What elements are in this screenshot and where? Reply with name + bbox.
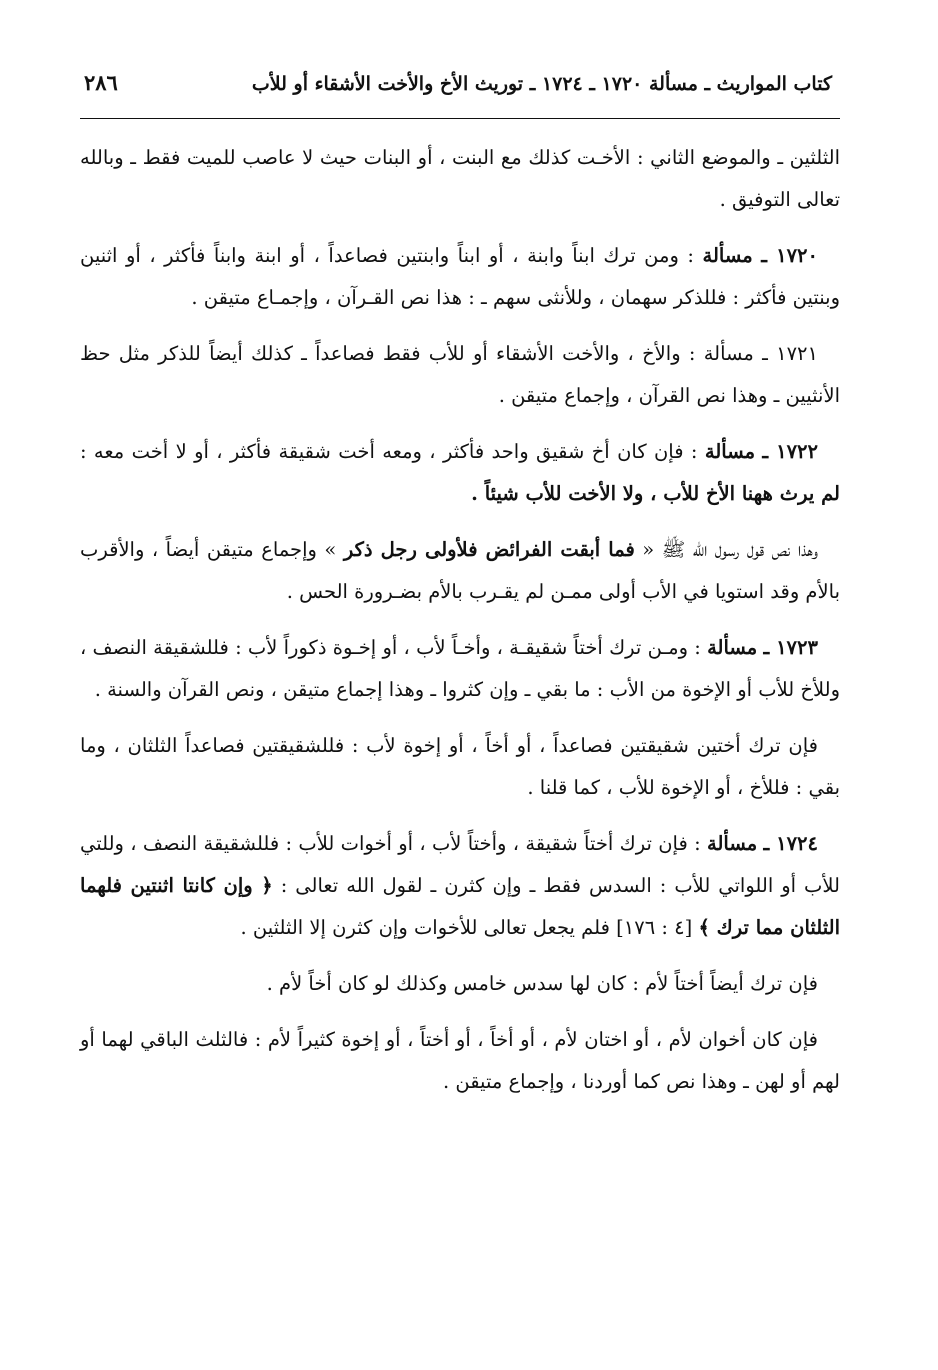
issue-label: مسألة	[707, 636, 758, 659]
paragraph-text: فإن ترك أختين شقيقتين فصاعداً ، أو أخاً ، أو إخوة لأب : فللشقيقتين فصاعداً الثلثان ، وما بقي : فللأخ ، أو الإخوة للأب ، كما قلنا .	[80, 734, 840, 799]
paragraph-text: فإن كان أخوان لأم ، أو اختان لأم ، أو أخاً ، أو أختاً ، أو إخوة كثيراً لأم : فالثلث الباقي لهما أو لهم أو لهن ـ وهذا نص كما أوردنا ، وإجماع متيقن .	[80, 1028, 840, 1093]
paragraph-continuation	[80, 137, 840, 221]
paragraph-text: فإن ترك أيضاً أختاً لأم : كان لها سدس خامس وكذلك لو كان أخاً لأم .	[266, 972, 818, 995]
running-header	[80, 70, 840, 119]
paragraph-text: [٤ : ١٧٦] فلم يجعل تعالى للأخوات وإن كثرن إلا الثلثين .	[240, 916, 699, 939]
document-page	[80, 70, 840, 1117]
paragraph-text: الثلثين ـ والموضع الثاني : الأخـت كذلك مع البنت ، أو البنات حيث لا عاصب للميت فقط ـ وبالله تعالى التوفيق .	[80, 146, 840, 211]
paragraph-text: : ومـن ترك أختاً شقيقـة ، وأخـاً لأب ، أو إخـوة ذكوراً لأب : فللشقيقة النصف ، وللأخ للأب أو الإخوة من الأب : ما بقي ـ وإن كثروا ـ وهذا إجماع متيقن ، ونص القرآن والسنة .	[80, 636, 840, 701]
paragraph-ruling: لم يرث ههنا الأخ للأب ، ولا الأخت للأب شيئاً .	[471, 482, 840, 505]
paragraph-text: : فإن كان أخ شقيق واحد فأكثر ، ومعه أخت شقيقة فأكثر ، أو لا أخت معه :	[80, 440, 705, 463]
issue-1722	[80, 431, 840, 515]
issue-number: ١٧٢٤ ـ	[763, 832, 818, 855]
issue-1721	[80, 333, 840, 417]
quran-verse: ﴿ وإن كانتا اثنتين فلهما الثلثان مما ترك ﴾	[80, 874, 840, 939]
paragraph-text: ١٧٢١ ـ مسألة : والأخ ، والأخت الأشقاء أو للأب فقط فصاعداً ـ كذلك أيضاً للذكر مثل حظ الأنثيين ـ وهذا نص القرآن ، وإجماع متيقن .	[80, 342, 840, 407]
issue-number: ١٧٢٢ ـ	[762, 440, 818, 463]
paragraph-maternal-siblings	[80, 1019, 840, 1103]
document-body	[80, 137, 840, 1103]
paragraph-text: : ومن ترك ابناً وابنة ، أو ابناً وابنتين فصاعداً ، أو ابنة وابناً فأكثر ، أو اثنين وبنتين فأكثر : فللذكر سهمان ، وللأنثى سهم ـ : هذا نص القـرآن ، وإجمـاع متيقن .	[80, 244, 840, 309]
issue-1723	[80, 627, 840, 711]
issue-1720	[80, 235, 840, 319]
page-number: ٢٨٦	[84, 70, 118, 95]
issue-number: ١٧٢٠ ـ	[761, 244, 818, 267]
issue-label: مسألة	[706, 832, 758, 855]
hadith-paragraph	[80, 529, 840, 613]
issue-1724	[80, 823, 840, 949]
paragraph-maternal-sister	[80, 963, 840, 1005]
paragraph-text: » وإجماع متيقن أيضاً ، والأقرب بالأم وقد استويا في الأب أولى ممـن لم يقـرب بالأم بضـرورة الحس .	[80, 538, 840, 603]
paragraph-text: : فإن ترك أختاً شقيقة ، وأختاً لأب ، أو أخوات للأب : فللشقيقة النصف ، وللتي للأب أو اللواتي للأب : السدس فقط ـ وإن كثرن ـ لقول الله تعالى :	[80, 832, 840, 897]
issue-label: مسألة	[702, 244, 753, 267]
issue-number: ١٧٢٣ ـ	[763, 636, 818, 659]
header-title: كتاب المواريث ـ مسألة ١٧٢٠ ـ ١٧٢٤ ـ توريث الأخ والأخت الأشقاء أو للأب	[251, 73, 832, 95]
paragraph-text: وهذا نص قول رسول الله ﷺ «	[634, 538, 819, 561]
hadith-quote: فما أبقت الفرائض فلأولى رجل ذكر	[343, 538, 635, 561]
issue-label: مسألة	[704, 440, 756, 463]
paragraph-two-sisters	[80, 725, 840, 809]
